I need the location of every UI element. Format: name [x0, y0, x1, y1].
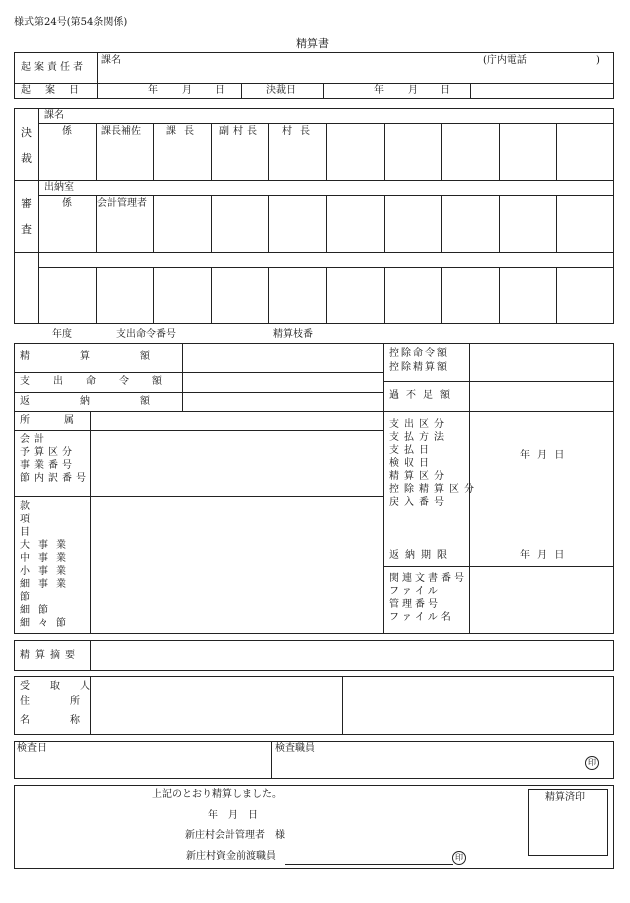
role-fukusoncho: 副村長 [219, 126, 261, 137]
payment-order-amount-label: 支出命令額 [20, 376, 185, 387]
draft-date-label: 起案日 [21, 85, 93, 96]
decision-day: 日 [440, 85, 450, 96]
related-doc-labels: 関連文書番号 ファイル 管理番号 ファイル名 [389, 573, 467, 623]
deduction-order-label: 控除命令額 [389, 348, 449, 359]
section-label: 課名 [101, 55, 121, 66]
kessai-label: 決 裁 [21, 126, 32, 165]
settlement-amount-label: 精算額 [20, 351, 200, 362]
order-number-label: 支出命令番号 [116, 329, 176, 340]
treasury-kakari: 係 [62, 198, 72, 209]
footer-manager: 新庄村会計管理者 様 [185, 830, 285, 841]
footer-official: 新庄村資金前渡職員 [186, 851, 276, 862]
settled-stamp-label: 精算済印 [545, 792, 585, 803]
branch-number-label: 精算枝番 [273, 329, 313, 340]
name-label: 名称 [20, 715, 120, 726]
draft-year: 年 [148, 85, 158, 96]
shinsa-label: 審 査 [21, 197, 32, 236]
summary-label: 精算摘要 [20, 650, 80, 661]
proposer-label: 起案責任者 [21, 62, 86, 73]
role-kakari: 係 [62, 126, 72, 137]
fiscal-year-label: 年度 [52, 329, 72, 340]
return-deadline-label: 返納期限 [389, 550, 453, 561]
summary-row [14, 640, 614, 671]
footer-statement: 上記のとおり精算しました。 [152, 789, 282, 800]
deduction-settlement-label: 控除精算額 [389, 362, 449, 373]
page-title: 精算書 [296, 37, 329, 50]
phone-close: ) [596, 55, 600, 66]
refund-amount-label: 返納額 [20, 396, 200, 407]
recipient-label: 受取人 [20, 681, 110, 692]
footer-date: 年 月 日 [208, 810, 258, 821]
role-soncho: 村長 [282, 126, 318, 137]
decision-date-label: 決裁日 [266, 85, 296, 96]
draft-month: 月 [182, 85, 192, 96]
payment-date: 年 月 日 [520, 450, 565, 461]
approval-grid [14, 108, 614, 324]
decision-month: 月 [408, 85, 418, 96]
official-seal-icon: 印 [452, 851, 466, 865]
draft-day: 日 [215, 85, 225, 96]
treasury-label: 出納室 [44, 182, 74, 193]
footer-block [14, 785, 614, 869]
address-label: 住所 [20, 696, 120, 707]
approval-section-label: 課名 [44, 110, 64, 121]
payment-labels: 支出区分 支払方法 支払日 検収日 精算区分 控除精算区分 戻入番号 [389, 419, 479, 508]
form-id: 様式第24号(第54条関係) [14, 17, 128, 28]
return-deadline-date: 年 月 日 [520, 550, 565, 561]
role-kacho-hosa: 課長補佐 [101, 126, 141, 137]
inspection-date-label: 検査日 [17, 743, 47, 754]
role-kacho: 課長 [166, 126, 202, 137]
decision-year: 年 [374, 85, 384, 96]
excess-shortage-label: 過不足額 [389, 390, 457, 401]
treasury-manager: 会計管理者 [97, 198, 147, 209]
inspector-label: 検査職員 [275, 743, 315, 754]
phone-label: (庁内電話 [483, 55, 527, 66]
accounting-labels: 会計 予算区分 事業番号 節内訳番号 [20, 434, 90, 484]
inspector-seal-icon: 印 [585, 756, 599, 770]
budget-labels: 款 項 目 大事業 中事業 小事業 細事業 節 細節 細々節 [20, 501, 74, 629]
dept-label: 所属 [20, 415, 108, 426]
